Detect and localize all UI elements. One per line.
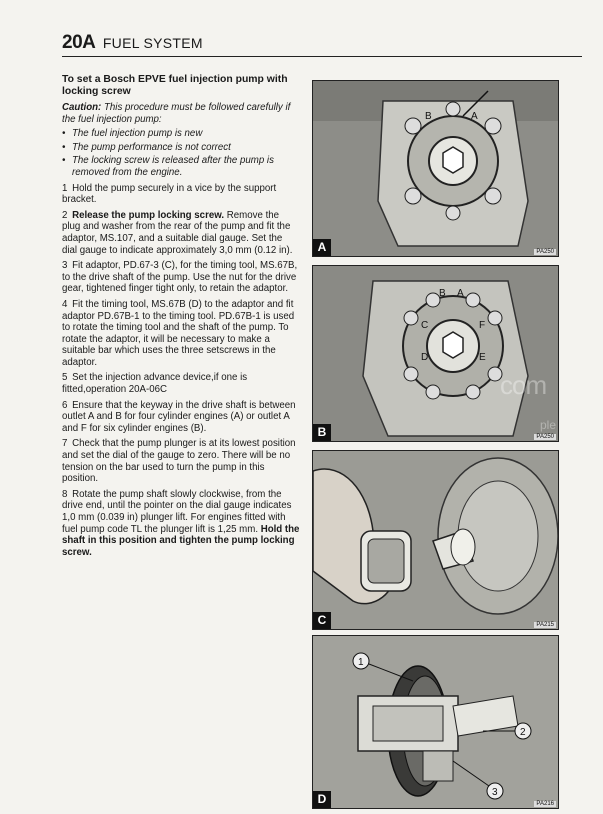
section-number: 20A [62, 32, 96, 53]
figure-d-code: PA216 [536, 801, 554, 807]
bullet-item: • The pump performance is not correct [62, 141, 231, 153]
figure-b-illustration [313, 266, 558, 441]
page-header [62, 32, 582, 57]
figure-c-code: PA215 [536, 622, 554, 628]
figure-a [312, 80, 559, 257]
caution-text: This procedure must be followed carefully if the fuel injection pump: [62, 102, 291, 125]
figure-b-letter: B [313, 424, 331, 441]
figure-d-callout-3: 3 [492, 787, 498, 798]
procedure-text [62, 74, 300, 558]
step-8: 8 Rotate the pump shaft slowly clockwise, from the drive end, until the pointer on the dial gauge indicates 1,0 mm (0.039 in) plunger lift. For engines fitted with fuel pump code TL the plunger lift is 1,25 mm. Hold the shaft in this position and tighten the pump locking screw. [62, 488, 300, 558]
figure-a-code: PA250 [536, 249, 554, 255]
section-title: FUEL SYSTEM [102, 35, 203, 51]
caution-note [62, 102, 300, 125]
watermark: com [500, 370, 547, 400]
figure-c-letter: C [313, 612, 331, 629]
figure-d-illustration [313, 636, 558, 808]
step-5: 5 Set the injection advance device,if one is fitted,operation 20A-06C [62, 372, 248, 396]
figure-c-illustration [313, 451, 558, 629]
figure-b [312, 265, 559, 442]
figure-d-callout-1: 1 [358, 657, 364, 668]
figure-b-label-b: B [439, 288, 446, 299]
step-3: 3 Fit adaptor, PD.67-3 (C), for the timing tool, MS.67B, to the drive shaft of the pump. Use the nut for the drive gear, tightened finger tight only, to retain the adaptor. [62, 260, 298, 295]
figure-b-label-e: E [479, 352, 486, 363]
figure-a-letter: A [313, 239, 331, 256]
step-7: 7 Check that the pump plunger is at its lowest position and set the dial of the gauge to zero. There will be no tension on the bar used to turn the pump in this position. [62, 438, 296, 485]
figure-a-illustration [313, 81, 558, 256]
figure-d [312, 635, 559, 809]
figure-a-label-b: B [425, 111, 432, 122]
figure-b-label-f: F [479, 320, 486, 331]
step-4: 4 Fit the timing tool, MS.67B (D) to the adaptor and fit adaptor PD.67B-1 to the timing tool. PD.67B-1 is used to rotate the timing tool and the shaft of the pump. To rotate the adaptor, it will be necessary to make a suitable bar which uses the three setscrews in the adaptor. [62, 298, 295, 368]
step-1: 1 Hold the pump securely in a vice by the support bracket. [62, 182, 277, 206]
caution-label: Caution: [62, 102, 102, 113]
figure-b-label-d: D [421, 352, 429, 363]
figure-b-label-a: A [457, 288, 464, 299]
step-6: 6 Ensure that the keyway in the drive shaft is between outlet A and B for four cylinder engines (A) or outlet A and F for six cylinder engines (B). [62, 399, 296, 434]
figure-a-label-a: A [471, 111, 478, 122]
figure-d-callout-2: 2 [520, 727, 526, 738]
figure-d-letter: D [313, 791, 331, 808]
figure-b-code: PA250 [536, 434, 554, 440]
step-2: 2 Release the pump locking screw. Remove the plug and washer from the rear of the pump and fit the adaptor, MS.107, and a suitable dial gauge. Set the dial gauge to indicate approximately 3,0 mm (0.12 in). [62, 209, 293, 256]
figure-b-label-c: C [421, 320, 429, 331]
watermark-sub: ple [540, 418, 557, 432]
bullet-item: • The locking screw is released after the pump is removed from the engine. [62, 155, 274, 178]
procedure-heading: To set a Bosch EPVE fuel injection pump with locking screw [62, 74, 288, 97]
figure-c [312, 450, 559, 630]
bullet-item: • The fuel injection pump is new [62, 128, 203, 140]
